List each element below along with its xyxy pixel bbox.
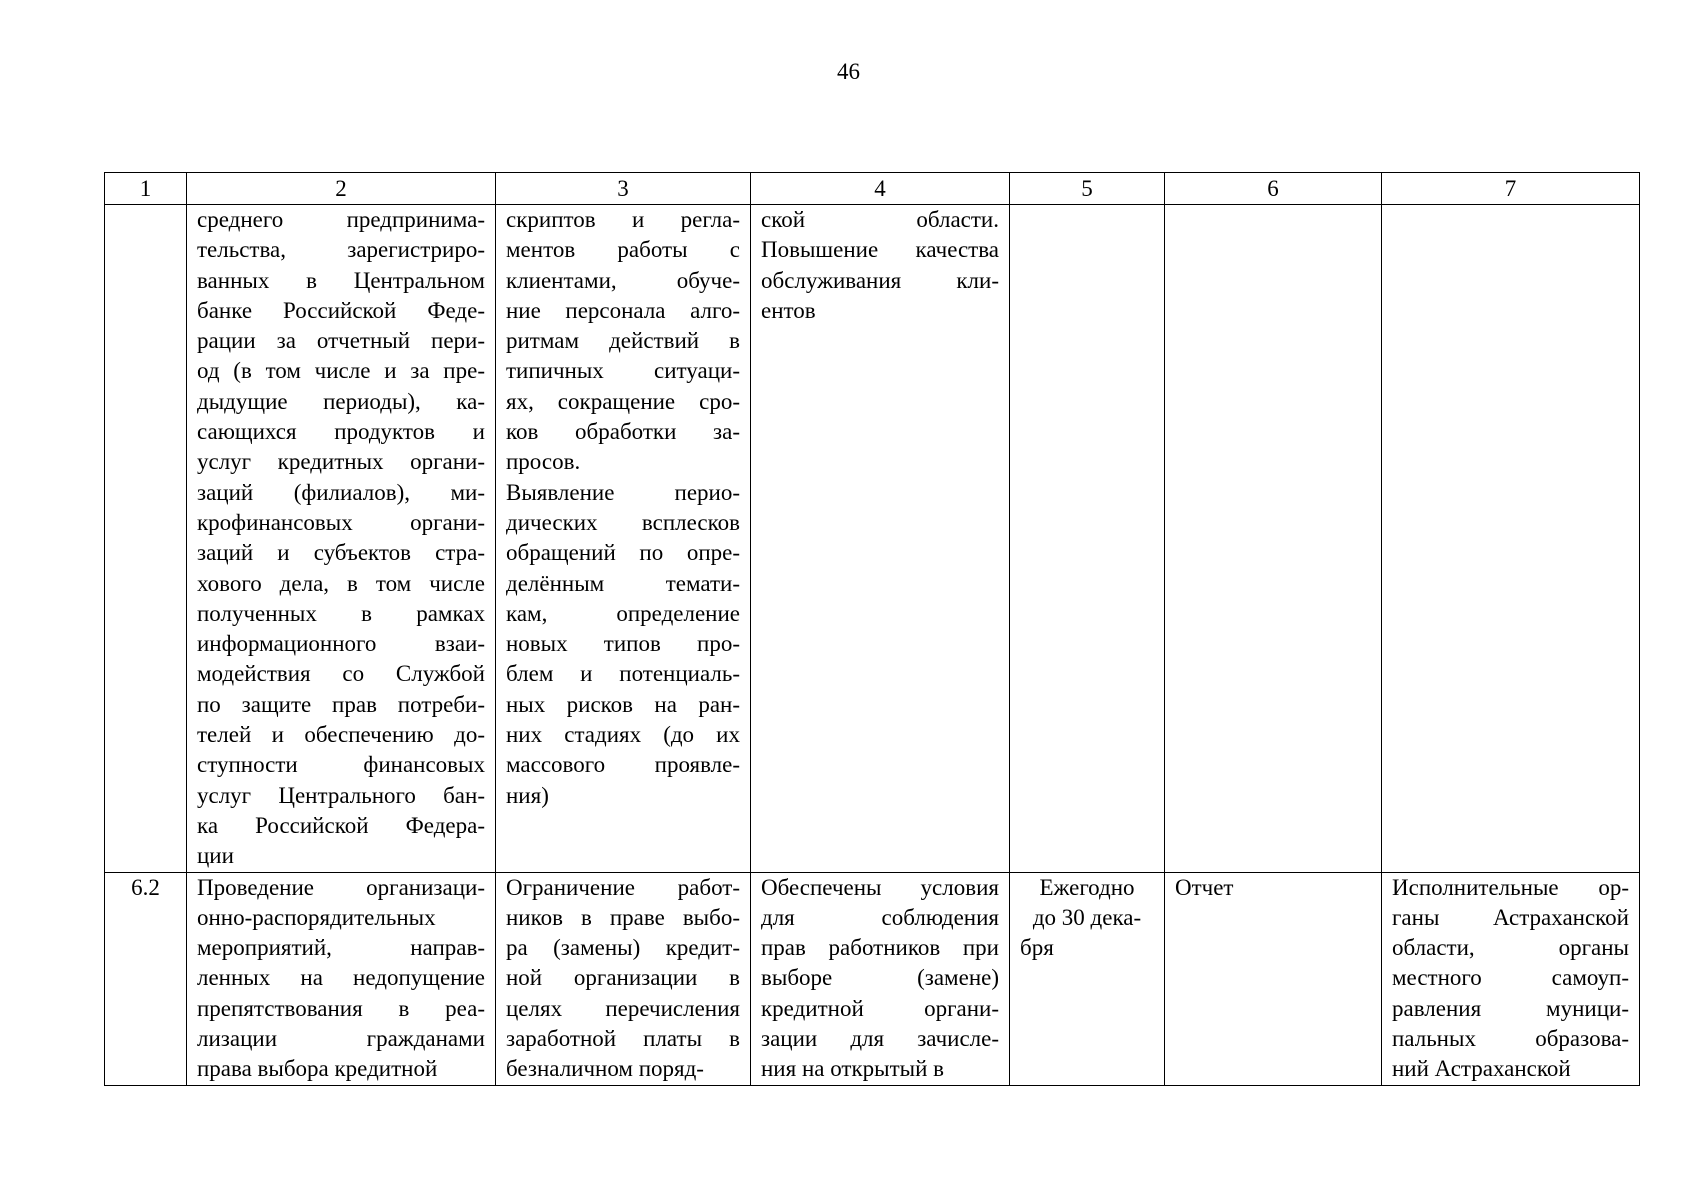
cell-text-line: права выбора кредитной (197, 1056, 438, 1082)
cell-text-line: ний Астраханской (1392, 1056, 1571, 1082)
cell-text-line: услуг кредитных органи- (197, 449, 485, 475)
cell-text-line: кам, определение (506, 600, 740, 626)
cell-text-line: ганы Астраханской (1392, 904, 1629, 930)
responsible-cell (1382, 205, 1640, 873)
cell-text-line: кредитной органи- (761, 995, 999, 1021)
cell-text-line: ванных в Центральном (197, 267, 485, 293)
responsible-cell (1382, 872, 1640, 1085)
table-row (105, 872, 1640, 1085)
cell-text-line: просов. (506, 449, 581, 475)
cell-text-line: дических всплесков (506, 509, 740, 535)
page-number: 46 (837, 59, 860, 84)
cell-text-line: заций (филиалов), ми- (197, 479, 485, 505)
cell-text-line: выборе (замене) (761, 965, 999, 991)
deadline-cell (1010, 205, 1165, 873)
cell-text-line: пальных образова- (1392, 1026, 1629, 1052)
cell-text-line: ментов работы с (506, 237, 740, 263)
column-header-3: 3 (496, 173, 751, 205)
cell-text-line: ния на открытый в (761, 1056, 945, 1082)
cell-text-line: ния) (506, 782, 549, 808)
deadline-cell (1010, 872, 1165, 1085)
method-cell (496, 205, 751, 873)
cell-text-line: информационного взаи- (197, 631, 485, 657)
cell-text-line: услуг Центрального бан- (197, 782, 485, 808)
cell-text-line: тельства, зарегистриро- (197, 237, 485, 263)
cell-text-line: банке Российской Феде- (197, 297, 485, 323)
cell-text-line: дыдущие периоды), ка- (197, 388, 485, 414)
cell-text-line: ской области. (761, 207, 999, 232)
row-number-cell: 6.2 (105, 872, 187, 1085)
column-header-6: 6 (1165, 173, 1382, 205)
cell-text-line: Проведение организаци- (197, 874, 485, 900)
cell-text-line: ра (замены) кредит- (506, 935, 740, 961)
cell-text-line: обслуживания кли- (761, 267, 999, 293)
cell-text-line: ентов (761, 297, 816, 323)
cell-text-line: скриптов и регла- (506, 207, 740, 232)
cell-text-line: ритмам действий в (506, 328, 740, 354)
cell-text-line: Ограничение работ- (506, 874, 740, 900)
cell-text-line: Обеспечены условия (761, 874, 999, 900)
cell-text-line: ной организации в (506, 965, 740, 991)
cell-text-line: местного самоуп- (1392, 965, 1629, 991)
cell-text-line: телей и обеспечению до- (197, 722, 485, 748)
method-cell (496, 872, 751, 1085)
column-header-5: 5 (1010, 173, 1165, 205)
cell-text-line: массового проявле- (506, 752, 740, 778)
cell-text-line: по защите прав потреби- (197, 691, 485, 717)
cell-text-line: Отчет (1175, 874, 1234, 900)
report-form-cell (1165, 205, 1382, 873)
plan-table (104, 172, 1640, 1086)
cell-text-line: лизации гражданами (197, 1026, 485, 1052)
cell-text-line: мероприятий, направ- (197, 935, 485, 961)
result-cell (751, 205, 1010, 873)
table-header-row (105, 173, 1640, 205)
cell-text-line: Выявление перио- (506, 479, 740, 505)
cell-text-line: заработной платы в (506, 1026, 740, 1052)
cell-text-line: клиентами, обуче- (506, 267, 740, 293)
cell-text-line: ях, сокращение сро- (506, 388, 740, 414)
column-header-4: 4 (751, 173, 1010, 205)
cell-text-line: прав работников при (761, 935, 999, 961)
cell-text-line: модействия со Службой (197, 661, 485, 687)
cell-text-line: од (в том числе и за пре- (197, 358, 485, 384)
cell-text-line: рации за отчетный пери- (197, 328, 485, 354)
column-header-1: 1 (105, 173, 187, 205)
cell-text-line: ции (197, 843, 234, 869)
cell-text-line: крофинансовых органи- (197, 509, 485, 535)
cell-text-line: них стадиях (до их (506, 722, 740, 748)
cell-text-line: онно-распорядительных (197, 904, 436, 930)
cell-text-line: ка Российской Федера- (197, 812, 485, 838)
report-form-cell (1165, 872, 1382, 1085)
activity-cell (187, 205, 496, 873)
table-row (105, 205, 1640, 873)
cell-text-line: ников в праве выбо- (506, 904, 740, 930)
cell-text-line: блем и потенциаль- (506, 661, 740, 687)
column-header-2: 2 (187, 173, 496, 205)
cell-text-line: Исполнительные ор- (1392, 874, 1629, 900)
cell-text-line: ленных на недопущение (197, 965, 485, 991)
cell-text-line: типичных ситуаци- (506, 358, 740, 384)
cell-text-line: ступности финансовых (197, 752, 485, 778)
cell-text-line: до 30 дека- (1032, 904, 1142, 930)
cell-text-line: обращений по опре- (506, 540, 740, 566)
cell-text-line: зации для зачисле- (761, 1026, 999, 1052)
cell-text-line: равления муници- (1392, 995, 1629, 1021)
cell-text-line: ние персонала алго- (506, 297, 740, 323)
cell-text-line: среднего предпринима- (197, 207, 485, 232)
cell-text-line: целях перечисления (506, 995, 740, 1021)
result-cell (751, 872, 1010, 1085)
cell-text-line: области, органы (1392, 935, 1629, 961)
cell-text-line: Ежегодно (1039, 874, 1135, 900)
cell-text-line: препятствования в реа- (197, 995, 485, 1021)
cell-text-line: безналичном поряд- (506, 1056, 704, 1082)
cell-text-line: новых типов про- (506, 631, 740, 657)
cell-text-line: хового дела, в том числе (197, 570, 485, 596)
row-number-cell (105, 205, 187, 873)
cell-text-line: сающихся продуктов и (197, 419, 485, 445)
activity-cell (187, 872, 496, 1085)
cell-text-line: ков обработки за- (506, 419, 740, 445)
cell-text-line: заций и субъектов стра- (197, 540, 485, 566)
cell-text-line: ных рисков на ран- (506, 691, 740, 717)
cell-text-line: полученных в рамках (197, 600, 485, 626)
cell-text-line: для соблюдения (761, 904, 999, 930)
cell-text-line: Повышение качества (761, 237, 999, 263)
column-header-7: 7 (1382, 173, 1640, 205)
cell-text-line: бря (1020, 935, 1054, 961)
cell-text-line: делённым темати- (506, 570, 740, 596)
